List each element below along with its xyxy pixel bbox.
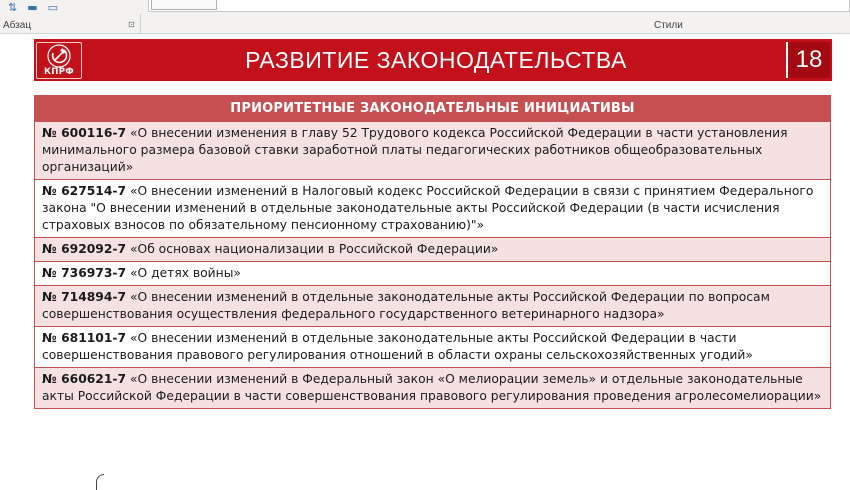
kprf-logo <box>36 42 82 79</box>
ribbon <box>0 0 850 34</box>
bill-number: № 714894-7 <box>42 290 127 304</box>
bill-title: «О детях войны» <box>126 266 241 280</box>
bill-number: № 600116-7 <box>42 126 127 140</box>
border-icon[interactable]: ▭ <box>47 0 59 14</box>
bill-number: № 736973-7 <box>42 266 127 280</box>
table-row <box>35 121 830 179</box>
logo-text: КПРФ <box>44 67 74 77</box>
group-label-paragraph: Абзац <box>3 20 32 31</box>
table-row <box>35 237 830 261</box>
page-number: 18 <box>786 42 830 78</box>
bill-number: № 627514-7 <box>42 184 127 198</box>
shading-icon[interactable]: ▬ <box>27 0 38 14</box>
group-label-styles: Стили <box>654 20 683 31</box>
next-slide-edge <box>96 474 104 490</box>
table-header: ПРИОРИТЕТНЫЕ ЗАКОНОДАТЕЛЬНЫЕ ИНИЦИАТИВЫ <box>35 96 830 121</box>
bill-title: «Об основах национализации в Российской Федерации» <box>126 242 499 256</box>
bill-title: «О внесении изменения в главу 52 Трудового кодекса Российской Федерации в части установления минимального размера базовой ставки заработной платы педагогических работников общеобразовательных организаций» <box>42 126 788 174</box>
table-row <box>35 367 830 408</box>
paragraph-tools <box>8 0 58 14</box>
hammer-sickle-icon <box>45 44 73 68</box>
bill-number: № 692092-7 <box>42 242 127 256</box>
initiatives-table <box>34 95 831 409</box>
styles-gallery[interactable] <box>148 0 850 12</box>
group-divider <box>140 14 141 34</box>
bill-number: № 660621-7 <box>42 372 127 386</box>
line-spacing-icon[interactable]: ⇅ <box>8 0 18 14</box>
table-row <box>35 261 830 285</box>
table-row <box>35 285 830 326</box>
paragraph-dialog-launcher-icon[interactable]: ⊡ <box>128 20 135 29</box>
style-thumbnail[interactable] <box>151 0 217 10</box>
bill-number: № 681101-7 <box>42 331 127 345</box>
table-row <box>35 179 830 237</box>
table-row <box>35 326 830 367</box>
bill-title: «О внесении изменений в отдельные законодательные акты Российской Федерации по вопросам совершенствования осуществления федерального государственного ветеринарного надзора» <box>42 290 770 321</box>
slide-title: РАЗВИТИЕ ЗАКОНОДАТЕЛЬСТВА <box>245 47 627 73</box>
bill-title: «О внесении изменений в отдельные законодательные акты Российской Федерации в части совершенствования правового регулирования отношений в области охраны сельскохозяйственных угодий» <box>42 331 753 362</box>
bill-title: «О внесении изменений в Федеральный закон «О мелиорации земель» и отдельные законодательные акты Российской Федерации в части совершенствования правового регулирования проведения агролесомелиорации» <box>42 372 822 403</box>
bill-title: «О внесении изменений в Налоговый кодекс Российской Федерации в связи с принятием Федерального закона "О внесении изменений в отдельные законодательные акты Российской Федерации (в части исчисления страховых взносов по обязательному пенсионному страхованию)"» <box>42 184 814 232</box>
